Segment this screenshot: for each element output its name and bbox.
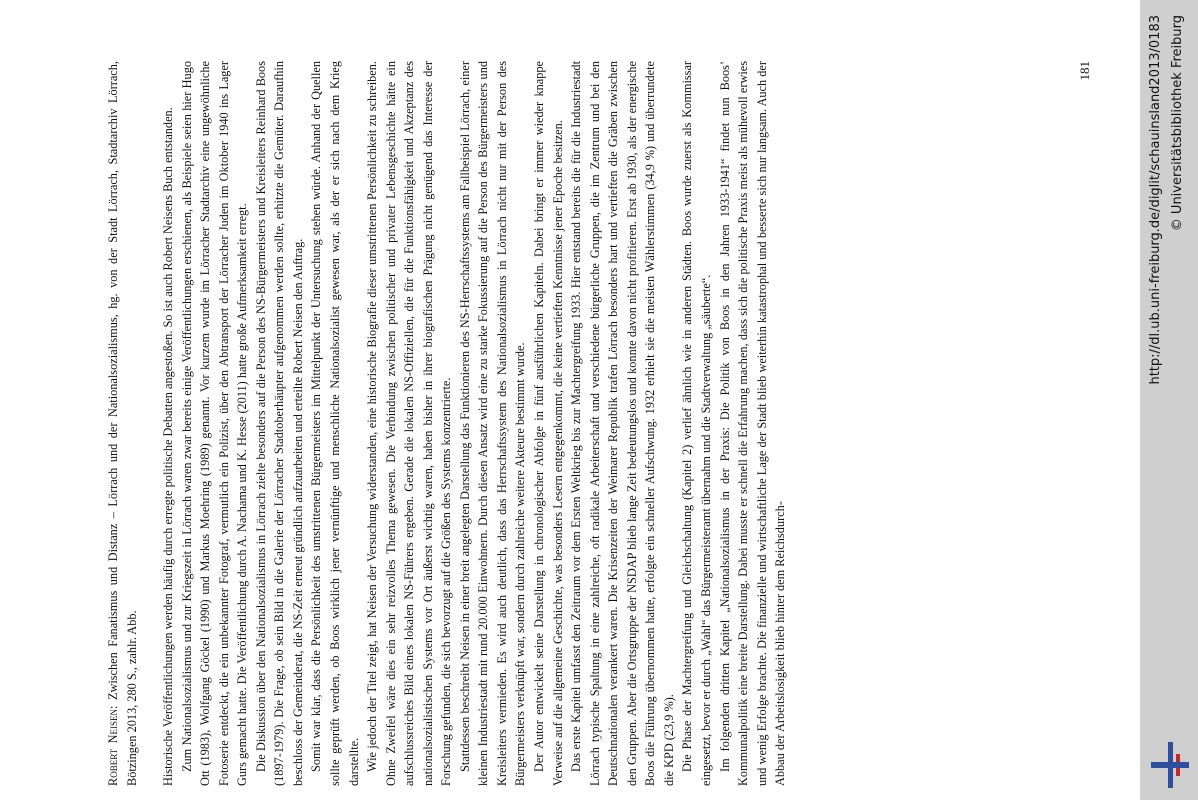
paragraph: Wie jedoch der Titel zeigt, hat Neisen der Versuchung widerstanden, eine historische Biografie dieser umstrittenen Persönlichkeit zu schreiben. Ohne Zweifel wäre dies ein sehr reizvolles Thema gewesen. Die Verbindung zwischen politischer und privater Lebensgeschichte hätte ein aufschlussreiches Bild eines lokalen NS-Führers ergeben. Gerade die lokalen NS-Offiziellen, die für die Funktionsfähigkeit und Akzeptanz des nationalsozialistischen Systems vor Ort äußerst wichtig waren, haben bisher in ihrer biografischen Prägung nicht genügend das Interesse der Forschung gefunden, die sich bevorzugt auf die Größen des Systems konzentrierte. — [365, 61, 454, 786]
page-number: 181 — [1077, 61, 1092, 81]
paragraph: Somit war klar, dass die Persönlichkeit des umstrittenen Bürgermeisters im Mittelpunkt der Untersuchung stehen würde. Anhand der Quellen sollte geprüft werden, ob Boos wirklich jener vernünftige und menschliche Nationalsozialist gewesen war, als der er sich nach dem Krieg darstellte. — [309, 61, 361, 786]
document-page — [104, 61, 1134, 786]
copyright-notice: © Universitätsbibliothek Freiburg — [1170, 15, 1185, 232]
paragraph: Zum Nationalsozialismus und zur Kriegszeit in Lörrach waren zwar bereits einige Veröffentlichungen erschienen, als Beispiele seien hier Hugo Ott (1983), Wolfgang Göckel (1990) und Markus Moehring (1989) genannt. Vor kurzem wurde im Lörracher Stadtarchiv eine ungewöhnliche Fotoserie entdeckt, die ein unbekannter Fotograf, vermutlich ein Polizist, über den Abtransport der Lörracher Juden im Oktober 1940 ins Lager Gurs gemacht hatte. Die Veröffentlichung durch A. Nachama und K. Hesse (2011) hatte große Aufmerksamkeit erregt. — [179, 61, 250, 786]
permalink-url[interactable]: http://dl.ub.uni-freiburg.de/diglit/schauinsland2013/0183 — [1148, 15, 1163, 385]
paragraph: Stattdessen beschreibt Neisen in einer breit angelegten Darstellung das Funktionieren des NS-Herrschaftssystems am Fallbeispiel Lörrach, einer kleinen Industriestadt mit rund 20.000 Einwohnern. Durch diesen Ansatz wird eine zu starke Fokussierung auf die Person des Bürgermeisters und Kreisleiters vermieden. Es wird auch deutlich, dass das Herrschaftssystem des Nationalsozialismus in Lörrach nicht nur mit der Person des Bürgermeisters verknüpft war, sondern durch zahlreiche weitere Akteure bestimmt wurde. — [457, 61, 528, 786]
library-sidebar — [1140, 0, 1198, 800]
sidebar-text — [1144, 15, 1194, 790]
paragraph: Das erste Kapitel umfasst den Zeitraum vor dem Ersten Weltkrieg bis zur Machtergreifung 1933. Hier entstand bereits die für die Industriestadt Lörrach typische Spaltung in eine zahlreiche, oft radikale Arbeiterschaft und verschiedene bürgerliche Gruppen, die im Zentrum und bei den Deutschnationalen verankert waren. Die Krisenzeiten der Weimarer Republik trafen Lörrach besonders hart und vertieften die Gräben zwischen den Gruppen. Aber die Ortsgruppe der NSDAP blieb lange Zeit bedeutungslos und konnte davon nicht profitieren. Erst ab 1930, als der energische Boos die Führung übernommen hatte, erfolgte ein schneller Aufschwung. 1932 erhielt sie die meisten Wählerstimmen (34,9 %) und überrundete die KPD (23,9 %). — [569, 61, 676, 786]
paragraph: Im folgenden dritten Kapitel „Nationalsozialismus in der Praxis: Die Politik von Boos in den Jahren 1933-1941“ findet nun Boos’ Kommunalpolitik eine breite Darstellung. Dabei musste er schnell die Erfahrung machen, dass sich die politische Praxis meist als mühevoll erwies und wenig Erfolge brachte. Die finanzielle und wirtschaftliche Lage der Stadt blieb weiterhin katastrophal und besserte sich nur langsam. Auch der Abbau der Arbeitslosigkeit blieb hinter dem Reichsdurch- — [717, 61, 788, 786]
paragraph: Die Phase der Machtergreifung und Gleichschaltung (Kapitel 2) verlief ähnlich wie in anderen Städten. Boos wurde zuerst als Kommissar eingesetzt, bevor er durch „Wahl“ das Bürgermeisteramt übernahm und die Stadtverwaltung „säuberte“. — [680, 61, 713, 786]
review-header — [104, 61, 141, 786]
paragraph: Der Autor entwickelt seine Darstellung in chronologischer Abfolge in fünf ausführlichen Kapiteln. Dabei bringt er immer wieder knappe Verweise auf die allgemeine Geschichte, was besonders Lesern entgegenkommt, die keine vertieften Kenntnisse jener Epoche besitzen. — [532, 61, 565, 786]
review-bibliography: : Zwischen Fanatismus und Distanz – Lörrach und der Nationalsozialismus, hg. von der Stadt Lörrach, Stadtarchiv Lörrach, Bötzingen 2013, 280 S., zahlr. Abb. — [106, 61, 139, 786]
paragraph: Historische Veröffentlichungen werden häufig durch erregte politische Debatten angestoßen. So ist auch Robert Neisens Buch entstanden. — [161, 107, 176, 786]
rotated-page — [104, 61, 1134, 786]
paragraph: Die Diskussion über den Nationalsozialismus in Lörrach zielte besonders auf die Person des NS-Bürgermeisters und Kreisleiters Reinhard Boos (1897-1979). Die Frage, ob sein Bild in die Galerie der Lörracher Stadtoberhäupter aufgenommen werden sollte, erhitzte die Gemüter. Daraufhin beschloss der Gemeinderat, die NS-Zeit erneut gründlich aufzuarbeiten und erteilte Robert Neisen den Auftrag. — [253, 61, 305, 786]
review-author: Robert Neisen — [106, 708, 120, 786]
ub-freiburg-logo-icon — [1148, 742, 1192, 788]
